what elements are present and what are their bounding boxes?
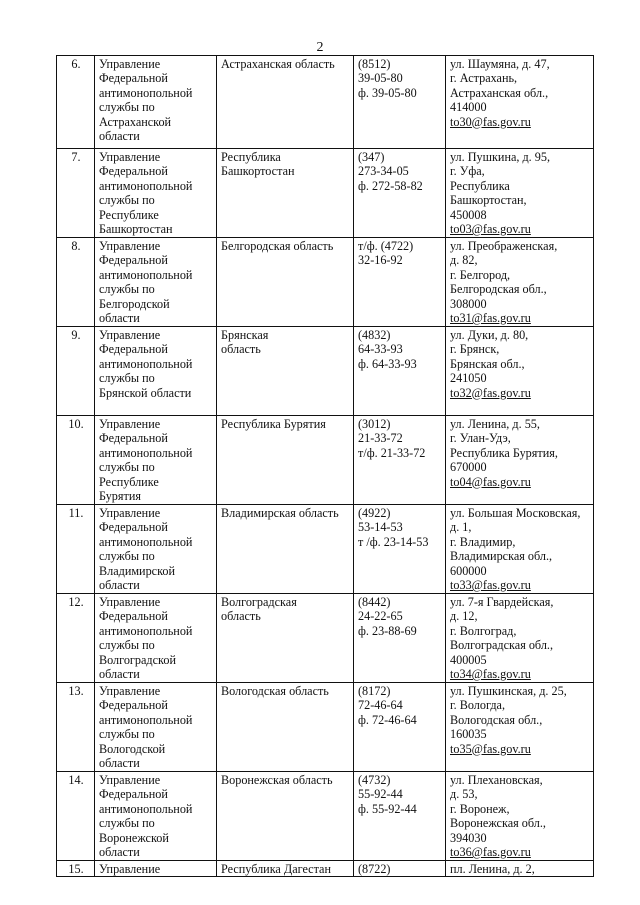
office-name-line: Бурятия (99, 489, 141, 504)
region-name-line: Башкортостан (221, 164, 295, 179)
office-name-line: Республике (99, 207, 159, 222)
email-link[interactable]: to33@fas.gov.ru (450, 578, 531, 593)
office-name-line: службы по (99, 549, 155, 564)
phone-numbers-line: 55-92-44 (358, 787, 403, 802)
phone-numbers (354, 505, 446, 594)
postal-address-line: Воронежская обл., (450, 816, 546, 831)
phone-numbers-line: ф. 55-92-44 (358, 801, 417, 816)
office-name-line: антимонопольной (99, 534, 193, 549)
office-name-line: антимонопольной (99, 445, 193, 460)
postal-address-line: д. 1, (450, 520, 472, 535)
postal-address (446, 505, 594, 594)
office-name-line: службы по (99, 816, 155, 831)
fas-offices-table (56, 55, 594, 877)
office-name (95, 772, 217, 861)
region-name-line: Воронежская область (221, 773, 333, 787)
phone-numbers-line: 32-16-92 (358, 253, 403, 268)
email-link[interactable]: to03@fas.gov.ru (450, 222, 531, 237)
postal-address-line: Владимирская обл., (450, 549, 553, 564)
office-name (95, 683, 217, 772)
postal-address-line: д. 82, (450, 253, 478, 268)
region-name (217, 772, 354, 861)
postal-address-line: г. Уфа, (450, 164, 485, 179)
office-name-line: службы по (99, 100, 155, 115)
office-name-line: службы по (99, 193, 155, 208)
postal-address-line: д. 12, (450, 609, 478, 624)
postal-address-line: Башкортостан, (450, 193, 527, 208)
office-name-line: службы по (99, 638, 155, 653)
office-name (95, 416, 217, 505)
postal-address-line: ул. Пушкина, д. 95, (450, 150, 551, 164)
row-number: 6. (57, 56, 95, 149)
office-name-line: Управление (99, 328, 161, 342)
region-name (217, 683, 354, 772)
office-name-line: службы по (99, 282, 155, 297)
phone-numbers-line: (8172) (358, 684, 391, 698)
postal-address-line: ул. Большая Московская, (450, 506, 581, 520)
phone-numbers-line: (347) (358, 150, 385, 164)
office-name-line: Вологодской (99, 741, 166, 756)
office-name-line: Управление (99, 150, 161, 164)
office-name-line: антимонопольной (99, 178, 193, 193)
phone-numbers-line: 24-22-65 (358, 609, 403, 624)
region-name (217, 56, 354, 149)
phone-numbers-line: т /ф. 23-14-53 (358, 534, 429, 549)
phone-numbers-line: (8442) (358, 595, 391, 609)
postal-address-line: ул. Дуки, д. 80, (450, 328, 529, 342)
postal-address (446, 861, 594, 877)
table-row (57, 861, 594, 877)
office-name-line: антимонопольной (99, 712, 193, 727)
phone-numbers-line: 53-14-53 (358, 520, 403, 535)
phone-numbers (354, 56, 446, 149)
postal-address (446, 327, 594, 416)
phone-numbers-line: (8512) (358, 57, 391, 71)
office-name (95, 594, 217, 683)
email-link[interactable]: to04@fas.gov.ru (450, 474, 531, 489)
postal-address-line: 670000 (450, 460, 487, 475)
phone-numbers-line: т/ф. 21-33-72 (358, 445, 426, 460)
postal-address-line: ул. 7-я Гвардейская, (450, 595, 554, 609)
office-name-line: Белгородской (99, 296, 170, 311)
table-row (57, 238, 594, 327)
phone-numbers-line: 64-33-93 (358, 342, 403, 357)
postal-address (446, 772, 594, 861)
postal-address-line: Брянская обл., (450, 356, 525, 371)
postal-address-line: г. Воронеж, (450, 801, 510, 816)
postal-address-line: 414000 (450, 100, 487, 115)
office-name-line: Управление (99, 595, 161, 609)
phone-numbers-line: (4832) (358, 328, 391, 342)
office-name-line: Федеральной (99, 164, 168, 179)
postal-address-line: ул. Пушкинская, д. 25, (450, 684, 567, 698)
office-name-line: Управление (99, 57, 161, 71)
postal-address-line: 308000 (450, 296, 487, 311)
region-name-line: область (221, 609, 261, 624)
region-name (217, 327, 354, 416)
office-name-line: Управление (99, 684, 161, 698)
office-name-line: Управление (99, 239, 161, 253)
phone-numbers-line: (8722) (358, 862, 391, 876)
office-name-line: службы по (99, 460, 155, 475)
office-name-line: Башкортостан (99, 222, 173, 237)
office-name-line: Управление (99, 506, 161, 520)
table-row (57, 505, 594, 594)
email-link[interactable]: to32@fas.gov.ru (450, 385, 531, 400)
table-body (57, 56, 594, 877)
table-row (57, 594, 594, 683)
postal-address (446, 149, 594, 238)
office-name-line: области (99, 756, 140, 771)
office-name-line: антимонопольной (99, 801, 193, 816)
row-number: 11. (57, 505, 95, 594)
postal-address-line: г. Астрахань, (450, 71, 518, 86)
region-name (217, 149, 354, 238)
office-name-line: антимонопольной (99, 356, 193, 371)
postal-address (446, 238, 594, 327)
email-link[interactable]: to30@fas.gov.ru (450, 114, 531, 129)
office-name-line: Брянской области (99, 385, 192, 400)
table-row (57, 56, 594, 149)
row-number: 10. (57, 416, 95, 505)
postal-address-line: ул. Преображенская, (450, 239, 558, 253)
office-name-line: службы по (99, 727, 155, 742)
row-number: 9. (57, 327, 95, 416)
row-number: 14. (57, 772, 95, 861)
postal-address-line: 394030 (450, 830, 487, 845)
office-name (95, 861, 217, 877)
office-name-line: Федеральной (99, 431, 168, 446)
office-name-line: антимонопольной (99, 85, 193, 100)
phone-numbers-line: 273-34-05 (358, 164, 409, 179)
phone-numbers-line: ф. 72-46-64 (358, 712, 417, 727)
phone-numbers-line: ф. 272-58-82 (358, 178, 423, 193)
region-name (217, 861, 354, 877)
office-name-line: антимонопольной (99, 267, 193, 282)
postal-address-line: Республика Бурятия, (450, 445, 558, 460)
office-name-line: антимонопольной (99, 623, 193, 638)
region-name-line: Волгоградская (221, 595, 297, 609)
email-link[interactable]: to31@fas.gov.ru (450, 311, 531, 326)
region-name-line: Брянская (221, 328, 269, 342)
row-number: 12. (57, 594, 95, 683)
postal-address-line: Астраханская обл., (450, 85, 549, 100)
phone-numbers-line: 39-05-80 (358, 71, 403, 86)
office-name-line: Управление (99, 773, 161, 787)
office-name (95, 327, 217, 416)
postal-address-line: г. Владимир, (450, 534, 516, 549)
office-name-line: Воронежской (99, 830, 169, 845)
office-name-line: Владимирской (99, 563, 175, 578)
postal-address (446, 683, 594, 772)
region-name-line: область (221, 342, 261, 357)
phone-numbers (354, 683, 446, 772)
office-name-line: Управление (99, 417, 161, 431)
office-name-line: области (99, 578, 140, 593)
postal-address-line: г. Волгоград, (450, 623, 517, 638)
email-link[interactable]: to36@fas.gov.ru (450, 845, 531, 860)
office-name-line: Управление (99, 862, 161, 876)
phone-numbers (354, 772, 446, 861)
postal-address-line: 400005 (450, 652, 487, 667)
postal-address-line: ул. Ленина, д. 55, (450, 417, 540, 431)
region-name-line: Республика Дагестан (221, 862, 331, 876)
region-name-line: Республика Бурятия (221, 417, 326, 431)
row-number: 8. (57, 238, 95, 327)
phone-numbers (354, 416, 446, 505)
postal-address-line: д. 53, (450, 787, 478, 802)
region-name-line: Владимирская область (221, 506, 339, 520)
region-name (217, 594, 354, 683)
postal-address-line: Белгородская обл., (450, 282, 547, 297)
office-name-line: службы по (99, 371, 155, 386)
page-number: 2 (316, 40, 324, 55)
phone-numbers-line: т/ф. (4722) (358, 239, 414, 253)
phone-numbers (354, 238, 446, 327)
row-number: 13. (57, 683, 95, 772)
postal-address-line: ул. Плехановская, (450, 773, 543, 787)
phone-numbers-line: 72-46-64 (358, 698, 403, 713)
office-name (95, 149, 217, 238)
phone-numbers (354, 327, 446, 416)
table-row (57, 149, 594, 238)
region-name (217, 416, 354, 505)
region-name-line: Вологодская область (221, 684, 329, 698)
office-name-line: области (99, 667, 140, 682)
office-name-line: Федеральной (99, 253, 168, 268)
office-name-line: области (99, 129, 140, 144)
email-link[interactable]: to34@fas.gov.ru (450, 667, 531, 682)
office-name-line: Федеральной (99, 520, 168, 535)
postal-address (446, 56, 594, 149)
office-name (95, 238, 217, 327)
phone-numbers-line: ф. 64-33-93 (358, 356, 417, 371)
region-name (217, 505, 354, 594)
phone-numbers-line: 21-33-72 (358, 431, 403, 446)
table-row (57, 683, 594, 772)
phone-numbers (354, 861, 446, 877)
office-name-line: Астраханской (99, 114, 172, 129)
phone-numbers-line: (4732) (358, 773, 391, 787)
region-name (217, 238, 354, 327)
office-name-line: Республике (99, 474, 159, 489)
office-name-line: области (99, 311, 140, 326)
postal-address (446, 594, 594, 683)
table-row (57, 327, 594, 416)
office-name-line: области (99, 845, 140, 860)
office-name (95, 56, 217, 149)
postal-address-line: г. Белгород, (450, 267, 511, 282)
region-name-line: Астраханская область (221, 57, 335, 71)
table-row (57, 416, 594, 505)
office-name-line: Федеральной (99, 342, 168, 357)
postal-address-line: Республика (450, 178, 510, 193)
office-name-line: Волгоградской (99, 652, 176, 667)
postal-address-line: Вологодская обл., (450, 712, 543, 727)
postal-address (446, 416, 594, 505)
postal-address-line: 600000 (450, 563, 487, 578)
email-link[interactable]: to35@fas.gov.ru (450, 741, 531, 756)
phone-numbers-line: ф. 23-88-69 (358, 623, 417, 638)
region-name-line: Республика (221, 150, 281, 164)
postal-address-line: Волгоградская обл., (450, 638, 554, 653)
office-name (95, 505, 217, 594)
phone-numbers (354, 594, 446, 683)
phone-numbers-line: (4922) (358, 506, 391, 520)
phone-numbers-line: (3012) (358, 417, 391, 431)
office-name-line: Федеральной (99, 609, 168, 624)
postal-address-line: г. Брянск, (450, 342, 500, 357)
postal-address-line: ул. Шаумяна, д. 47, (450, 57, 550, 71)
office-name-line: Федеральной (99, 787, 168, 802)
office-name-line: Федеральной (99, 698, 168, 713)
postal-address-line: г. Вологда, (450, 698, 506, 713)
row-number: 7. (57, 149, 95, 238)
table-row (57, 772, 594, 861)
phone-numbers-line: ф. 39-05-80 (358, 85, 417, 100)
phone-numbers (354, 149, 446, 238)
office-name-line: Федеральной (99, 71, 168, 86)
region-name-line: Белгородская область (221, 239, 334, 253)
postal-address-line: 160035 (450, 727, 487, 742)
postal-address-line: пл. Ленина, д. 2, (450, 862, 535, 876)
row-number: 15. (57, 861, 95, 877)
postal-address-line: 241050 (450, 371, 487, 386)
postal-address-line: 450008 (450, 207, 487, 222)
postal-address-line: г. Улан-Удэ, (450, 431, 511, 446)
